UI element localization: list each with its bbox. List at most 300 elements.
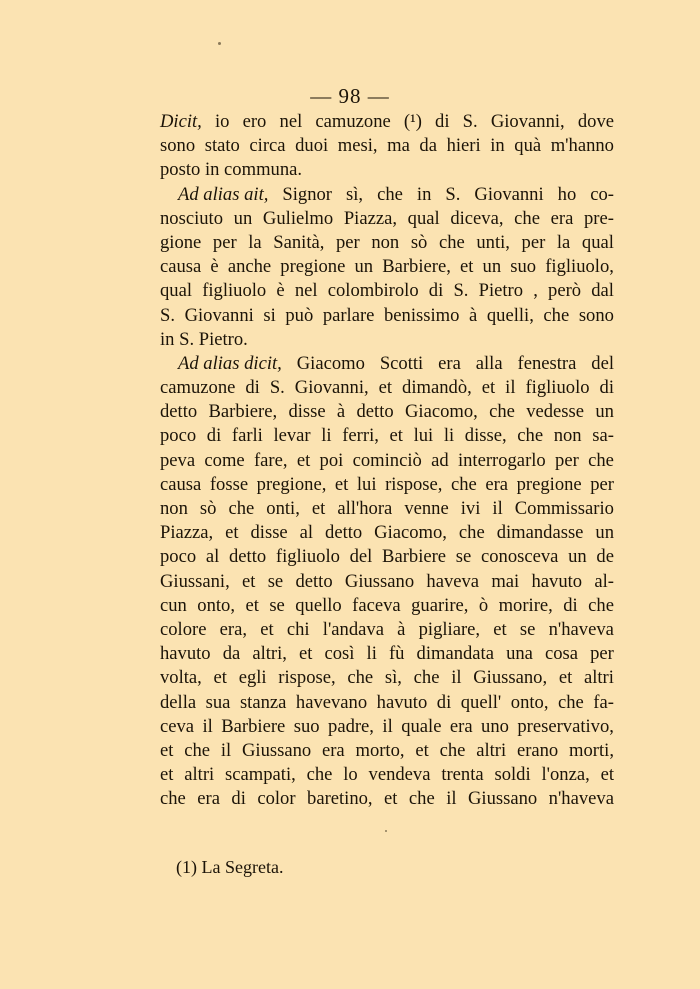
word: et bbox=[160, 739, 174, 761]
word: che bbox=[413, 667, 440, 689]
text-line bbox=[160, 231, 614, 255]
word: come bbox=[204, 449, 245, 471]
word: Pietro bbox=[478, 280, 524, 302]
italic-lead: Dicit, bbox=[160, 111, 202, 132]
word: à bbox=[397, 618, 406, 640]
word: da bbox=[419, 135, 437, 157]
word: di bbox=[436, 691, 452, 713]
word: il bbox=[202, 715, 213, 737]
word: causa bbox=[160, 473, 202, 495]
word: Giovanni bbox=[184, 304, 254, 326]
word: sa- bbox=[592, 425, 614, 447]
word: per bbox=[335, 231, 360, 253]
word: S. bbox=[160, 304, 175, 326]
word: havuto bbox=[160, 643, 211, 665]
text-line bbox=[160, 594, 614, 618]
word: sò bbox=[410, 231, 428, 253]
word: se bbox=[267, 570, 284, 592]
word: suo bbox=[510, 256, 537, 278]
word: onto, bbox=[197, 594, 236, 616]
word: mai bbox=[491, 570, 520, 592]
word: Giussano, bbox=[473, 667, 548, 689]
word: ò bbox=[478, 594, 489, 616]
body-text bbox=[160, 110, 614, 811]
word: cosa bbox=[545, 643, 579, 665]
word: havuto bbox=[531, 570, 583, 592]
word: che bbox=[160, 788, 186, 810]
word: suo bbox=[293, 715, 320, 737]
word: che bbox=[184, 739, 211, 761]
footnote: (1) La Segreta. bbox=[176, 857, 284, 877]
word: di bbox=[206, 425, 222, 447]
word: et bbox=[245, 594, 259, 616]
word: unti, bbox=[476, 231, 510, 253]
text-line bbox=[160, 666, 614, 690]
word: pregione, bbox=[256, 473, 327, 495]
paper-speck bbox=[385, 830, 387, 832]
word: un bbox=[595, 522, 614, 544]
word: dimandata bbox=[416, 643, 494, 665]
word: Barbiere bbox=[221, 715, 286, 737]
word: sono bbox=[160, 135, 196, 157]
word: stanza bbox=[239, 691, 287, 713]
text-line bbox=[160, 521, 614, 545]
word: à bbox=[336, 401, 346, 423]
word: morire, bbox=[498, 594, 553, 616]
word: detto bbox=[356, 401, 394, 423]
word: rispose, bbox=[385, 473, 443, 495]
word: così bbox=[324, 643, 355, 665]
word: ero bbox=[242, 111, 267, 132]
word: color bbox=[257, 788, 296, 810]
word: è bbox=[276, 280, 285, 302]
italic-lead: Ad alias dicit, bbox=[178, 352, 282, 374]
text-line bbox=[160, 183, 614, 207]
word: non bbox=[371, 231, 400, 253]
word: che bbox=[543, 304, 570, 326]
word: al bbox=[299, 522, 314, 544]
word: sono bbox=[578, 304, 614, 326]
word: Giovanni bbox=[474, 183, 544, 205]
word: poco bbox=[160, 425, 197, 447]
text-line bbox=[160, 545, 614, 569]
word: che bbox=[408, 788, 435, 810]
page-number: — 98 — bbox=[310, 84, 390, 108]
word: pre- bbox=[583, 207, 614, 229]
word: in bbox=[416, 183, 432, 205]
word: era bbox=[485, 473, 509, 495]
word: colombirolo bbox=[327, 280, 419, 302]
word: et bbox=[160, 764, 174, 786]
word: nel bbox=[279, 111, 303, 132]
word: farli bbox=[231, 425, 263, 447]
word: che bbox=[588, 449, 614, 471]
word: disse bbox=[288, 401, 326, 423]
word: (¹) bbox=[403, 111, 422, 132]
word: Gulielmo bbox=[262, 207, 334, 229]
word: che bbox=[306, 764, 333, 786]
word: morto, bbox=[355, 739, 405, 761]
word: in S. Pietro. bbox=[160, 328, 248, 350]
word: si bbox=[263, 304, 276, 326]
word: Signor bbox=[282, 183, 332, 205]
word: pigliare, bbox=[418, 618, 481, 640]
word: colore bbox=[160, 618, 207, 640]
word: sì, bbox=[346, 183, 364, 205]
word: ivi bbox=[460, 498, 481, 519]
word: egli bbox=[238, 667, 267, 689]
word: per bbox=[590, 473, 614, 495]
word: detto bbox=[228, 546, 267, 568]
word: disse bbox=[250, 522, 288, 544]
word: qual bbox=[160, 280, 193, 302]
word: et bbox=[493, 618, 507, 640]
word: detto bbox=[295, 570, 333, 592]
word: il bbox=[492, 498, 503, 519]
paragraph bbox=[160, 110, 614, 183]
word: duoi bbox=[295, 135, 329, 157]
text-line bbox=[160, 279, 614, 303]
word: et bbox=[260, 618, 274, 640]
word: scampati, bbox=[225, 764, 296, 786]
text-line bbox=[160, 497, 614, 521]
word: li bbox=[443, 425, 455, 447]
word: se bbox=[269, 594, 285, 616]
word: fare, bbox=[253, 449, 288, 471]
word: disse, bbox=[464, 425, 507, 447]
word: S. bbox=[269, 377, 285, 399]
word: al- bbox=[594, 570, 614, 592]
word: hieri bbox=[446, 135, 481, 157]
word: anche bbox=[227, 256, 272, 278]
word: per bbox=[521, 231, 546, 253]
word: era bbox=[438, 352, 461, 374]
word: ho bbox=[557, 183, 577, 205]
text-line bbox=[160, 642, 614, 666]
word: detto bbox=[325, 522, 363, 544]
word: Giussani, bbox=[160, 570, 230, 592]
text-line bbox=[160, 255, 614, 279]
word: lui bbox=[356, 473, 377, 495]
word: volta, bbox=[160, 667, 202, 689]
word: il bbox=[220, 739, 232, 761]
word: un bbox=[568, 546, 587, 568]
word: che bbox=[588, 594, 614, 616]
word: haveva bbox=[426, 570, 480, 592]
word: vendeva bbox=[368, 764, 431, 786]
word: havevano bbox=[295, 691, 368, 713]
word: trenta bbox=[441, 764, 484, 786]
word: per bbox=[212, 231, 237, 253]
word: Piazza, bbox=[343, 207, 397, 229]
word: levar bbox=[273, 425, 311, 447]
word: , bbox=[533, 280, 538, 302]
word: erano bbox=[516, 739, 559, 761]
word: fa- bbox=[593, 691, 614, 713]
word: della bbox=[160, 691, 197, 713]
word: quell' bbox=[460, 691, 502, 713]
word: fù bbox=[388, 643, 405, 665]
word: altri, bbox=[252, 643, 287, 665]
word: et bbox=[558, 667, 573, 689]
text-line bbox=[160, 400, 614, 424]
word: faceva bbox=[352, 594, 401, 616]
word: S. bbox=[462, 111, 478, 132]
word: et bbox=[459, 256, 474, 278]
word: per bbox=[555, 449, 579, 471]
word: et bbox=[242, 570, 256, 592]
word: peva bbox=[160, 449, 196, 471]
word: m'hanno bbox=[550, 135, 614, 157]
word: cominciò bbox=[352, 449, 422, 471]
word: di bbox=[563, 594, 578, 616]
word: qual bbox=[407, 207, 440, 229]
word: da bbox=[222, 643, 241, 665]
word: guarire, bbox=[411, 594, 469, 616]
word: Giovanni, bbox=[490, 111, 565, 132]
word: soldi bbox=[494, 764, 531, 786]
text-line bbox=[160, 352, 614, 376]
word: un bbox=[595, 401, 614, 423]
word: et bbox=[389, 425, 403, 447]
word: et bbox=[481, 377, 496, 399]
word: quale bbox=[401, 715, 442, 737]
word: onto, bbox=[510, 691, 549, 713]
word: dimandasse bbox=[496, 522, 584, 544]
word: Piazza, bbox=[160, 522, 214, 544]
word: Giussano bbox=[241, 739, 312, 761]
word: interrogarlo bbox=[457, 449, 546, 471]
word: Giussano bbox=[344, 570, 415, 592]
word: havuto bbox=[376, 691, 428, 713]
word: che bbox=[514, 207, 540, 229]
word: stato bbox=[204, 135, 240, 157]
word: et bbox=[225, 522, 239, 544]
word: altri bbox=[583, 667, 614, 689]
word: alla bbox=[475, 352, 503, 374]
word: pregione bbox=[516, 473, 582, 495]
word: Giovanni, bbox=[294, 377, 369, 399]
word: la bbox=[556, 231, 571, 253]
word: baretino, bbox=[307, 788, 373, 810]
word: per bbox=[590, 643, 614, 665]
word: che bbox=[347, 667, 374, 689]
word: n'haveva bbox=[548, 618, 614, 640]
word: chi bbox=[286, 618, 310, 640]
italic-lead: Ad alias ait, bbox=[178, 183, 269, 205]
text-line bbox=[160, 304, 614, 328]
word: et bbox=[311, 498, 326, 519]
word: posto in communa. bbox=[160, 159, 303, 181]
word: quelli, bbox=[486, 304, 534, 326]
word: figliuolo bbox=[275, 546, 340, 568]
word: era bbox=[550, 207, 574, 229]
text-line bbox=[160, 715, 614, 739]
word: un bbox=[482, 256, 502, 278]
word: dove bbox=[577, 111, 614, 132]
word: Giussano bbox=[467, 788, 538, 810]
word: gione bbox=[160, 231, 202, 253]
word: fosse bbox=[209, 473, 249, 495]
word: di bbox=[599, 377, 614, 399]
word: che bbox=[557, 691, 584, 713]
word: parlare bbox=[322, 304, 375, 326]
word: onti, bbox=[266, 498, 300, 519]
word: poi bbox=[319, 449, 344, 471]
word: di bbox=[435, 111, 450, 132]
word: se bbox=[455, 546, 472, 568]
word: pregione bbox=[280, 256, 346, 278]
text-line bbox=[160, 328, 614, 352]
word: il bbox=[446, 788, 457, 810]
word: nel bbox=[294, 280, 318, 302]
word: li bbox=[366, 643, 377, 665]
word: camuzone bbox=[160, 377, 236, 399]
word: al bbox=[205, 546, 220, 568]
word: cun bbox=[160, 594, 187, 616]
word: era bbox=[197, 788, 220, 810]
word: non bbox=[553, 425, 582, 447]
word: S. bbox=[453, 280, 469, 302]
word: et bbox=[415, 739, 429, 761]
word: et bbox=[600, 764, 614, 786]
word: Commissario bbox=[514, 498, 614, 519]
word: qual bbox=[581, 231, 614, 253]
paragraph bbox=[160, 352, 614, 812]
word: in bbox=[490, 135, 505, 157]
word: conosceva bbox=[480, 546, 559, 568]
word: Barbiere, bbox=[208, 401, 278, 423]
word: l'onza, bbox=[541, 764, 590, 786]
word: lo bbox=[343, 764, 358, 786]
text-line bbox=[160, 207, 614, 231]
word: sì, bbox=[384, 667, 402, 689]
word: et bbox=[334, 473, 349, 495]
word: et bbox=[296, 449, 311, 471]
word: una bbox=[506, 643, 533, 665]
word: S. bbox=[445, 183, 461, 205]
word: se bbox=[519, 618, 536, 640]
text-line bbox=[160, 473, 614, 497]
word: era bbox=[321, 739, 345, 761]
word: che bbox=[458, 522, 485, 544]
word: ma bbox=[387, 135, 410, 157]
word: et bbox=[378, 377, 393, 399]
text-line bbox=[160, 110, 614, 134]
word: che bbox=[438, 231, 465, 253]
word: ad bbox=[431, 449, 449, 471]
text-line bbox=[160, 618, 614, 642]
text-line bbox=[160, 376, 614, 400]
word: Scotti bbox=[379, 352, 424, 374]
word: è bbox=[210, 256, 219, 278]
word: n'haveva bbox=[548, 788, 614, 810]
text-line bbox=[160, 763, 614, 787]
word: di bbox=[245, 377, 260, 399]
word: un bbox=[354, 256, 374, 278]
word: che bbox=[228, 498, 255, 519]
word: del bbox=[349, 546, 373, 568]
word: io bbox=[214, 111, 230, 132]
text-line bbox=[160, 739, 614, 763]
word: causa bbox=[160, 256, 202, 278]
word: che bbox=[377, 183, 403, 205]
text-line bbox=[160, 158, 614, 182]
word: altri bbox=[476, 739, 507, 761]
word: li bbox=[321, 425, 332, 447]
word: però bbox=[548, 280, 582, 302]
word: nosciuto bbox=[160, 207, 224, 229]
word: à bbox=[469, 304, 478, 326]
word: vedesse bbox=[526, 401, 585, 423]
text-line bbox=[160, 691, 614, 715]
word: la bbox=[248, 231, 262, 253]
text-line bbox=[160, 424, 614, 448]
word: il bbox=[451, 667, 462, 689]
word: che bbox=[517, 425, 544, 447]
text-line bbox=[160, 787, 614, 811]
word: lui bbox=[413, 425, 434, 447]
word: altri bbox=[184, 764, 215, 786]
word: et bbox=[384, 788, 398, 810]
word: quello bbox=[295, 594, 342, 616]
word: de bbox=[596, 546, 614, 568]
word: quà bbox=[514, 135, 542, 157]
word: detto bbox=[160, 401, 198, 423]
word: rispose, bbox=[278, 667, 336, 689]
word: dimandò, bbox=[402, 377, 472, 399]
word: può bbox=[285, 304, 314, 326]
word: morti, bbox=[569, 739, 614, 761]
word: circa bbox=[249, 135, 286, 157]
word: sua bbox=[205, 691, 231, 713]
text-line bbox=[160, 449, 614, 473]
word: benissimo bbox=[384, 304, 460, 326]
word: diceva, bbox=[450, 207, 504, 229]
word: et bbox=[213, 667, 227, 689]
paper-speck bbox=[218, 42, 221, 45]
word: di bbox=[428, 280, 444, 302]
word: il bbox=[382, 715, 393, 737]
word: poco bbox=[160, 546, 197, 568]
word: un bbox=[233, 207, 253, 229]
text-line bbox=[160, 570, 614, 594]
word: non bbox=[160, 498, 188, 519]
word: Giacomo, bbox=[374, 522, 447, 544]
word: padre, bbox=[328, 715, 374, 737]
word: dal bbox=[591, 280, 614, 302]
word: era, bbox=[219, 618, 248, 640]
word: ceva bbox=[160, 715, 195, 737]
word: Sanità, bbox=[273, 231, 325, 253]
word: figliuolo bbox=[525, 377, 590, 399]
word: sò bbox=[199, 498, 217, 519]
word: uno bbox=[481, 715, 509, 737]
word: fenestra bbox=[517, 352, 577, 374]
word: Giacomo bbox=[296, 352, 365, 374]
word: di bbox=[231, 788, 246, 810]
text-line bbox=[160, 134, 614, 158]
word: mesi, bbox=[337, 135, 378, 157]
word: camuzone bbox=[315, 111, 391, 132]
word: co- bbox=[590, 183, 614, 205]
word: del bbox=[591, 352, 614, 374]
word: Barbiere bbox=[382, 546, 447, 568]
word: figliuolo, bbox=[545, 256, 614, 278]
word: all'hora bbox=[337, 498, 393, 519]
word: era bbox=[449, 715, 473, 737]
paragraph bbox=[160, 183, 614, 352]
